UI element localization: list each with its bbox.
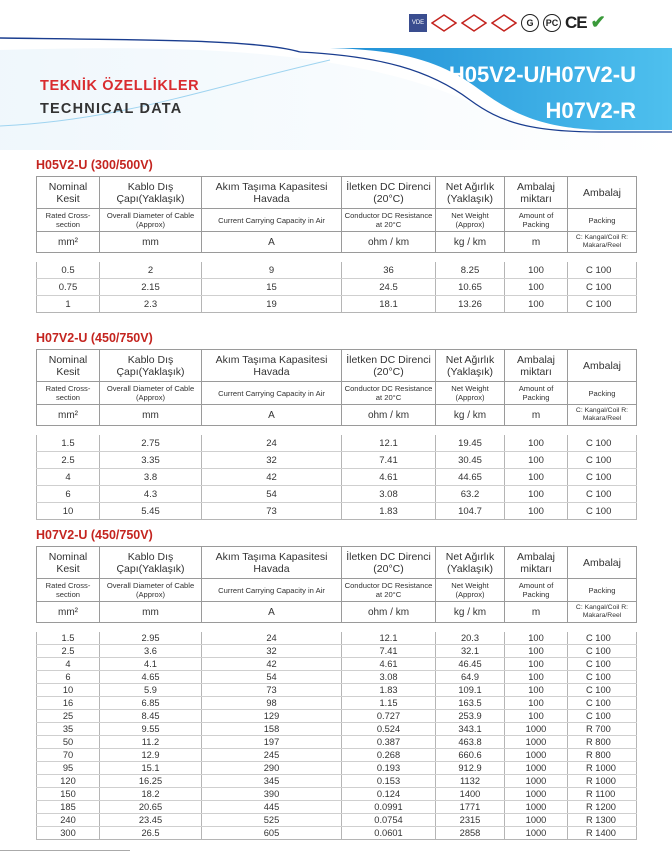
table-cell: C 100 bbox=[568, 452, 637, 469]
table-cell: 73 bbox=[202, 684, 342, 697]
table-row bbox=[37, 645, 637, 658]
table-cell: 0.524 bbox=[342, 723, 436, 736]
table-cell: 605 bbox=[202, 827, 342, 840]
table-cell: 0.0601 bbox=[342, 827, 436, 840]
table-cell: C 100 bbox=[568, 486, 637, 503]
table-cell: 100 bbox=[505, 486, 568, 503]
table-cell: 19.45 bbox=[436, 435, 505, 452]
table-cell: 16.25 bbox=[100, 775, 202, 788]
table-row bbox=[37, 452, 637, 469]
col-header-tr: Ambalaj bbox=[568, 177, 637, 209]
col-header-tr: Net Ağırlık (Yaklaşık) bbox=[436, 177, 505, 209]
table-cell: 4.3 bbox=[100, 486, 202, 503]
col-unit: ohm / km bbox=[342, 405, 436, 426]
col-unit: mm² bbox=[37, 232, 100, 253]
table-cell: 0.387 bbox=[342, 736, 436, 749]
table-row bbox=[37, 296, 637, 313]
table-cell: 6 bbox=[37, 671, 100, 684]
table-cell: C 100 bbox=[568, 469, 637, 486]
table-cell: 11.2 bbox=[100, 736, 202, 749]
table-cell: 100 bbox=[505, 452, 568, 469]
table-cell: 18.1 bbox=[342, 296, 436, 313]
table-cell: 660.6 bbox=[436, 749, 505, 762]
table-cell: 2 bbox=[100, 262, 202, 279]
table-row bbox=[37, 736, 637, 749]
col-unit: kg / km bbox=[436, 232, 505, 253]
table-cell: 3.35 bbox=[100, 452, 202, 469]
table-cell: 63.2 bbox=[436, 486, 505, 503]
table-cell: 100 bbox=[505, 632, 568, 645]
table-cell: 1132 bbox=[436, 775, 505, 788]
table-cell: R 1200 bbox=[568, 801, 637, 814]
col-header-tr: Net Ağırlık (Yaklaşık) bbox=[436, 547, 505, 579]
table-row bbox=[37, 469, 637, 486]
table-cell: 18.2 bbox=[100, 788, 202, 801]
table-cell: 0.0991 bbox=[342, 801, 436, 814]
section-title: H07V2-U (450/750V) bbox=[36, 528, 153, 542]
table-cell: 3.08 bbox=[342, 671, 436, 684]
col-header-en: Overall Diameter of Cable (Approx) bbox=[100, 382, 202, 405]
table-cell: C 100 bbox=[568, 697, 637, 710]
table-cell: 54 bbox=[202, 486, 342, 503]
table-cell: 100 bbox=[505, 469, 568, 486]
col-header-tr: Nominal Kesit bbox=[37, 350, 100, 382]
table-cell: 2.5 bbox=[37, 452, 100, 469]
tse-diamond-logo-icon bbox=[431, 14, 457, 32]
table-cell: 26.5 bbox=[100, 827, 202, 840]
table-cell: C 100 bbox=[568, 262, 637, 279]
table-cell: R 1100 bbox=[568, 788, 637, 801]
col-header-tr: Kablo Dış Çapı(Yaklaşık) bbox=[100, 350, 202, 382]
col-header-tr: İletken DC Direnci (20°C) bbox=[342, 547, 436, 579]
table-cell: 2315 bbox=[436, 814, 505, 827]
col-header-tr: Ambalaj bbox=[568, 547, 637, 579]
table-cell: 0.5 bbox=[37, 262, 100, 279]
table-section-h05v2u bbox=[36, 158, 636, 313]
col-header-tr: Ambalaj bbox=[568, 350, 637, 382]
col-unit: C: Kangal/Coil R: Makara/Reel bbox=[568, 232, 637, 253]
table-cell: 4.65 bbox=[100, 671, 202, 684]
table-cell: 32.1 bbox=[436, 645, 505, 658]
table-cell: 129 bbox=[202, 710, 342, 723]
table-cell: 36 bbox=[342, 262, 436, 279]
table-cell: 2858 bbox=[436, 827, 505, 840]
table-cell: C 100 bbox=[568, 658, 637, 671]
table-cell: 0.193 bbox=[342, 762, 436, 775]
col-unit: A bbox=[202, 405, 342, 426]
table-header bbox=[36, 349, 637, 426]
table-cell: 15 bbox=[202, 279, 342, 296]
table-cell: 1000 bbox=[505, 723, 568, 736]
table-cell: 104.7 bbox=[436, 503, 505, 520]
table-cell: 1.15 bbox=[342, 697, 436, 710]
table-cell: C 100 bbox=[568, 279, 637, 296]
col-header-tr: Kablo Dış Çapı(Yaklaşık) bbox=[100, 547, 202, 579]
col-header-tr: Ambalaj miktarı bbox=[505, 177, 568, 209]
table-cell: 100 bbox=[505, 671, 568, 684]
section-title: H07V2-U (450/750V) bbox=[36, 331, 153, 345]
table-cell: 20.3 bbox=[436, 632, 505, 645]
table-cell: C 100 bbox=[568, 671, 637, 684]
col-header-en: Packing bbox=[568, 579, 637, 602]
table-cell: 245 bbox=[202, 749, 342, 762]
table-row bbox=[37, 814, 637, 827]
table-cell: 73 bbox=[202, 503, 342, 520]
col-header-en: Packing bbox=[568, 382, 637, 405]
table-header bbox=[36, 546, 637, 623]
table-cell: C 100 bbox=[568, 684, 637, 697]
table-cell: 163.5 bbox=[436, 697, 505, 710]
table-cell: 46.45 bbox=[436, 658, 505, 671]
table-cell: 290 bbox=[202, 762, 342, 775]
table-cell: 3.08 bbox=[342, 486, 436, 503]
table-cell: 345 bbox=[202, 775, 342, 788]
title-english: TECHNICAL DATA bbox=[40, 101, 183, 117]
table-cell: 100 bbox=[505, 684, 568, 697]
col-header-en: Current Carrying Capacity in Air bbox=[202, 579, 342, 602]
table-row bbox=[37, 503, 637, 520]
table-cell: 1 bbox=[37, 296, 100, 313]
pc-mark-icon: PC bbox=[543, 14, 561, 32]
col-header-tr: Akım Taşıma Kapasitesi Havada bbox=[202, 177, 342, 209]
col-unit: A bbox=[202, 602, 342, 623]
table-cell: 20.65 bbox=[100, 801, 202, 814]
table-cell: R 700 bbox=[568, 723, 637, 736]
col-header-tr: Akım Taşıma Kapasitesi Havada bbox=[202, 547, 342, 579]
table-cell: 2.5 bbox=[37, 645, 100, 658]
table-cell: 1000 bbox=[505, 801, 568, 814]
col-unit: mm bbox=[100, 232, 202, 253]
table-cell: C 100 bbox=[568, 645, 637, 658]
table-row bbox=[37, 632, 637, 645]
section-title: H05V2-U (300/500V) bbox=[36, 158, 153, 172]
table-cell: 150 bbox=[37, 788, 100, 801]
table-cell: 98 bbox=[202, 697, 342, 710]
table-cell: 0.75 bbox=[37, 279, 100, 296]
table-cell: 4 bbox=[37, 658, 100, 671]
table-row bbox=[37, 697, 637, 710]
col-unit: m bbox=[505, 602, 568, 623]
table-cell: 12.9 bbox=[100, 749, 202, 762]
table-cell: 1000 bbox=[505, 788, 568, 801]
table-cell: 12.1 bbox=[342, 435, 436, 452]
table-cell: C 100 bbox=[568, 710, 637, 723]
table-cell: C 100 bbox=[568, 503, 637, 520]
col-header-en: Conductor DC Resistance at 20°C bbox=[342, 382, 436, 405]
title-turkish: TEKNİK ÖZELLİKLER bbox=[40, 78, 200, 94]
table-cell: 1000 bbox=[505, 749, 568, 762]
col-header-en: Amount of Packing bbox=[505, 579, 568, 602]
table-cell: R 1400 bbox=[568, 827, 637, 840]
table-cell: 12.1 bbox=[342, 632, 436, 645]
col-header-en: Overall Diameter of Cable (Approx) bbox=[100, 579, 202, 602]
table-row bbox=[37, 749, 637, 762]
table-cell: 2.3 bbox=[100, 296, 202, 313]
table-cell: 24 bbox=[202, 632, 342, 645]
table-cell: 6 bbox=[37, 486, 100, 503]
product-code-line-2: H07V2-R bbox=[545, 98, 636, 123]
table-row bbox=[37, 262, 637, 279]
table-cell: 8.25 bbox=[436, 262, 505, 279]
table-cell: 42 bbox=[202, 658, 342, 671]
table-cell: 100 bbox=[505, 279, 568, 296]
table-cell: 10 bbox=[37, 684, 100, 697]
col-header-en: Overall Diameter of Cable (Approx) bbox=[100, 209, 202, 232]
col-unit: m bbox=[505, 405, 568, 426]
table-cell: 0.0754 bbox=[342, 814, 436, 827]
col-unit: kg / km bbox=[436, 602, 505, 623]
table-cell: R 1000 bbox=[568, 762, 637, 775]
table-cell: 1000 bbox=[505, 827, 568, 840]
table-cell: 100 bbox=[505, 262, 568, 279]
table-cell: 1771 bbox=[436, 801, 505, 814]
col-header-tr: Kablo Dış Çapı(Yaklaşık) bbox=[100, 177, 202, 209]
table-row bbox=[37, 658, 637, 671]
table-cell: 525 bbox=[202, 814, 342, 827]
col-header-tr: Ambalaj miktarı bbox=[505, 350, 568, 382]
col-unit: mm bbox=[100, 405, 202, 426]
col-unit: C: Kangal/Coil R: Makara/Reel bbox=[568, 602, 637, 623]
table-cell: C 100 bbox=[568, 435, 637, 452]
col-header-en: Current Carrying Capacity in Air bbox=[202, 209, 342, 232]
table-cell: R 800 bbox=[568, 749, 637, 762]
table-cell: 109.1 bbox=[436, 684, 505, 697]
col-unit: A bbox=[202, 232, 342, 253]
table-cell: 2.75 bbox=[100, 435, 202, 452]
table-cell: 70 bbox=[37, 749, 100, 762]
table-cell: 1.83 bbox=[342, 684, 436, 697]
table-cell: 2.95 bbox=[100, 632, 202, 645]
table-cell: 100 bbox=[505, 645, 568, 658]
table-cell: 10.65 bbox=[436, 279, 505, 296]
col-unit: C: Kangal/Coil R: Makara/Reel bbox=[568, 405, 637, 426]
table-row bbox=[37, 775, 637, 788]
table-cell: 0.727 bbox=[342, 710, 436, 723]
table-cell: 32 bbox=[202, 645, 342, 658]
table-cell: 16 bbox=[37, 697, 100, 710]
table-cell: 44.65 bbox=[436, 469, 505, 486]
col-unit: m bbox=[505, 232, 568, 253]
table-cell: 197 bbox=[202, 736, 342, 749]
col-header-en: Conductor DC Resistance at 20°C bbox=[342, 579, 436, 602]
table-row bbox=[37, 710, 637, 723]
col-header-tr: İletken DC Direnci (20°C) bbox=[342, 177, 436, 209]
table-cell: 25 bbox=[37, 710, 100, 723]
table-cell: 9 bbox=[202, 262, 342, 279]
table-cell: 7.41 bbox=[342, 645, 436, 658]
table-cell: 185 bbox=[37, 801, 100, 814]
ce-mark-icon: CE bbox=[565, 12, 587, 32]
table-cell: 32 bbox=[202, 452, 342, 469]
table-cell: 1.5 bbox=[37, 632, 100, 645]
table-cell: 300 bbox=[37, 827, 100, 840]
table-cell: 23.45 bbox=[100, 814, 202, 827]
table-cell: 1000 bbox=[505, 762, 568, 775]
table-cell: 1000 bbox=[505, 814, 568, 827]
table-cell: C 100 bbox=[568, 632, 637, 645]
col-header-tr: Nominal Kesit bbox=[37, 177, 100, 209]
table-cell: 100 bbox=[505, 503, 568, 520]
table-cell: 100 bbox=[505, 435, 568, 452]
col-header-en: Amount of Packing bbox=[505, 209, 568, 232]
table-cell: 240 bbox=[37, 814, 100, 827]
certification-logos bbox=[409, 12, 606, 33]
table-body bbox=[36, 262, 637, 313]
table-cell: 100 bbox=[505, 658, 568, 671]
table-cell: 5.45 bbox=[100, 503, 202, 520]
table-cell: 5.9 bbox=[100, 684, 202, 697]
table-cell: 10 bbox=[37, 503, 100, 520]
table-cell: 100 bbox=[505, 710, 568, 723]
col-header-en: Net Weight (Approx) bbox=[436, 579, 505, 602]
col-header-en: Amount of Packing bbox=[505, 382, 568, 405]
table-body bbox=[36, 632, 637, 840]
table-cell: 2.15 bbox=[100, 279, 202, 296]
table-cell: 0.124 bbox=[342, 788, 436, 801]
table-cell: R 1300 bbox=[568, 814, 637, 827]
table-cell: 8.45 bbox=[100, 710, 202, 723]
table-cell: C 100 bbox=[568, 296, 637, 313]
tse-diamond-logo-icon bbox=[491, 14, 517, 32]
col-unit: ohm / km bbox=[342, 232, 436, 253]
col-header-tr: Nominal Kesit bbox=[37, 547, 100, 579]
table-cell: 445 bbox=[202, 801, 342, 814]
table-cell: 13.26 bbox=[436, 296, 505, 313]
table-cell: 64.9 bbox=[436, 671, 505, 684]
col-header-en: Packing bbox=[568, 209, 637, 232]
col-header-tr: Akım Taşıma Kapasitesi Havada bbox=[202, 350, 342, 382]
table-header bbox=[36, 176, 637, 253]
table-cell: 100 bbox=[505, 697, 568, 710]
col-header-en: Rated Cross-section bbox=[37, 579, 100, 602]
col-header-en: Net Weight (Approx) bbox=[436, 382, 505, 405]
table-cell: 4.61 bbox=[342, 469, 436, 486]
col-unit: mm² bbox=[37, 405, 100, 426]
col-header-tr: Ambalaj miktarı bbox=[505, 547, 568, 579]
table-row bbox=[37, 671, 637, 684]
col-header-tr: Net Ağırlık (Yaklaşık) bbox=[436, 350, 505, 382]
table-cell: 0.268 bbox=[342, 749, 436, 762]
table-cell: 4.61 bbox=[342, 658, 436, 671]
table-cell: 0.153 bbox=[342, 775, 436, 788]
table-body bbox=[36, 435, 637, 520]
product-code-line-1: H05V2-U/H07V2-U bbox=[448, 62, 636, 87]
table-row bbox=[37, 723, 637, 736]
col-unit: mm bbox=[100, 602, 202, 623]
table-cell: 50 bbox=[37, 736, 100, 749]
table-cell: 95 bbox=[37, 762, 100, 775]
table-cell: 54 bbox=[202, 671, 342, 684]
col-header-en: Current Carrying Capacity in Air bbox=[202, 382, 342, 405]
table-cell: 4 bbox=[37, 469, 100, 486]
table-cell: 912.9 bbox=[436, 762, 505, 775]
table-cell: 19 bbox=[202, 296, 342, 313]
vde-logo-icon: VDE bbox=[409, 14, 427, 32]
col-header-tr: İletken DC Direnci (20°C) bbox=[342, 350, 436, 382]
table-section-h07v2u-2 bbox=[36, 528, 636, 840]
header-banner bbox=[0, 0, 672, 150]
table-cell: 24.5 bbox=[342, 279, 436, 296]
table-cell: 158 bbox=[202, 723, 342, 736]
table-cell: 1.5 bbox=[37, 435, 100, 452]
col-unit: ohm / km bbox=[342, 602, 436, 623]
table-cell: 1400 bbox=[436, 788, 505, 801]
table-cell: 30.45 bbox=[436, 452, 505, 469]
col-header-en: Net Weight (Approx) bbox=[436, 209, 505, 232]
table-row bbox=[37, 279, 637, 296]
table-cell: R 800 bbox=[568, 736, 637, 749]
col-header-en: Rated Cross-section bbox=[37, 382, 100, 405]
table-cell: 1000 bbox=[505, 736, 568, 749]
table-cell: 1.83 bbox=[342, 503, 436, 520]
table-cell: 42 bbox=[202, 469, 342, 486]
table-cell: 3.8 bbox=[100, 469, 202, 486]
table-row bbox=[37, 684, 637, 697]
table-cell: 7.41 bbox=[342, 452, 436, 469]
table-cell: R 1000 bbox=[568, 775, 637, 788]
table-row bbox=[37, 827, 637, 840]
col-header-en: Rated Cross-section bbox=[37, 209, 100, 232]
table-cell: 4.1 bbox=[100, 658, 202, 671]
table-row bbox=[37, 788, 637, 801]
footer-divider bbox=[0, 850, 130, 851]
col-unit: mm² bbox=[37, 602, 100, 623]
table-cell: 390 bbox=[202, 788, 342, 801]
table-cell: 9.55 bbox=[100, 723, 202, 736]
table-cell: 1000 bbox=[505, 775, 568, 788]
table-cell: 253.9 bbox=[436, 710, 505, 723]
col-header-en: Conductor DC Resistance at 20°C bbox=[342, 209, 436, 232]
g-mark-icon: G bbox=[521, 14, 539, 32]
table-row bbox=[37, 801, 637, 814]
table-cell: 100 bbox=[505, 296, 568, 313]
table-cell: 15.1 bbox=[100, 762, 202, 775]
col-unit: kg / km bbox=[436, 405, 505, 426]
table-cell: 343.1 bbox=[436, 723, 505, 736]
table-row bbox=[37, 435, 637, 452]
table-cell: 120 bbox=[37, 775, 100, 788]
table-row bbox=[37, 762, 637, 775]
rohs-check-icon: ✔ bbox=[590, 12, 606, 32]
table-section-h07v2u-1 bbox=[36, 331, 636, 520]
table-cell: 35 bbox=[37, 723, 100, 736]
table-cell: 6.85 bbox=[100, 697, 202, 710]
table-cell: 463.8 bbox=[436, 736, 505, 749]
tse-diamond-logo-icon bbox=[461, 14, 487, 32]
table-row bbox=[37, 486, 637, 503]
table-cell: 3.6 bbox=[100, 645, 202, 658]
table-cell: 24 bbox=[202, 435, 342, 452]
